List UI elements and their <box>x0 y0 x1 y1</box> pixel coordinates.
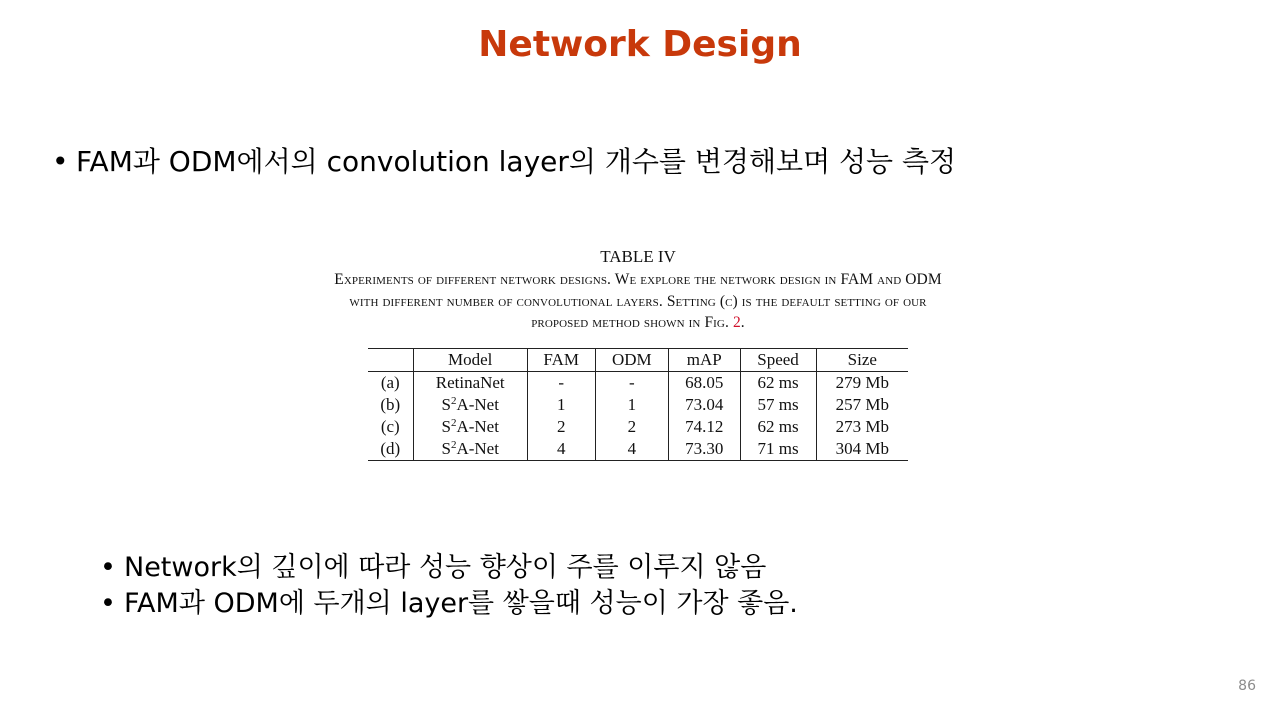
cell-size: 273 Mb <box>816 416 908 438</box>
cell-model-name: S <box>441 394 451 414</box>
table-figure <box>330 246 946 461</box>
cell-setting: (c) <box>380 416 400 436</box>
main-bullet-text: FAM과 ODM에서의 convolution layer의 개수를 변경해보며 성능 측정 <box>76 145 957 178</box>
table-row <box>368 438 908 461</box>
cell-odm: 2 <box>595 416 668 438</box>
cell-model <box>413 438 527 461</box>
results-table-wrap <box>368 348 908 461</box>
header-map: mAP <box>669 348 740 371</box>
header-setting <box>368 348 413 371</box>
cell-model <box>413 394 527 416</box>
header-speed: Speed <box>740 348 816 371</box>
cell-speed: 62 ms <box>740 371 816 394</box>
table-header-row <box>368 348 908 371</box>
header-odm: ODM <box>595 348 668 371</box>
cell-odm: 1 <box>595 394 668 416</box>
bullet-dot: • <box>100 588 116 619</box>
cell-setting: (b) <box>380 394 401 414</box>
cell-odm: - <box>595 371 668 394</box>
cell-fam: - <box>527 371 595 394</box>
table-label: TABLE IV <box>600 247 676 266</box>
cell-size: 304 Mb <box>816 438 908 461</box>
cell-map: 68.05 <box>669 371 740 394</box>
cell-setting: (d) <box>380 438 401 458</box>
bullet-dot: • <box>100 552 116 583</box>
cell-model-superscript: 2 <box>450 394 457 407</box>
header-fam: FAM <box>527 348 595 371</box>
sub-bullet-text: FAM과 ODM에 두개의 layer를 쌓을때 성능이 가장 좋음. <box>124 588 798 619</box>
cell-map: 73.04 <box>669 394 740 416</box>
cell-model <box>413 416 527 438</box>
cell-model-superscript: 2 <box>450 416 457 429</box>
cell-model-superscript: 2 <box>450 438 457 451</box>
sub-bullet-item <box>100 586 798 622</box>
cell-odm: 4 <box>595 438 668 461</box>
cell-size: 279 Mb <box>816 371 908 394</box>
table-row <box>368 416 908 438</box>
cell-model <box>413 371 527 394</box>
bullet-dot: • <box>52 145 69 178</box>
cell-speed: 57 ms <box>740 394 816 416</box>
results-table <box>368 348 908 461</box>
cell-model-name: S <box>441 438 451 458</box>
cell-speed: 62 ms <box>740 416 816 438</box>
cell-setting: (a) <box>380 372 400 392</box>
cell-fam: 1 <box>527 394 595 416</box>
sub-bullet-text: Network의 깊이에 따라 성능 향상이 주를 이루지 않음 <box>124 552 767 583</box>
cell-map: 73.30 <box>669 438 740 461</box>
table-caption <box>330 269 946 334</box>
cell-model-name: RetinaNet <box>435 372 505 392</box>
cell-speed: 71 ms <box>740 438 816 461</box>
cell-fam: 2 <box>527 416 595 438</box>
cell-model-suffix: A-Net <box>456 416 499 436</box>
cell-model-name: S <box>441 416 451 436</box>
figure-reference-link[interactable]: 2 <box>732 314 741 331</box>
cell-map: 74.12 <box>669 416 740 438</box>
main-bullet <box>52 143 956 181</box>
header-size: Size <box>816 348 908 371</box>
sub-bullet-list <box>100 550 798 622</box>
cell-model-suffix: A-Net <box>456 438 499 458</box>
table-row <box>368 371 908 394</box>
cell-size: 257 Mb <box>816 394 908 416</box>
page-number: 86 <box>1238 678 1256 694</box>
table-caption-end: . <box>740 314 745 331</box>
table-caption-text: Experiments of different network designs. We explore the network design in FAM and ODM with different number of convolutional layers. Setting (c) is the default setting of our proposed method shown in Fig. <box>334 271 942 331</box>
slide-title: Network Design <box>478 24 802 65</box>
header-model: Model <box>413 348 527 371</box>
cell-model-suffix: A-Net <box>456 394 499 414</box>
table-row <box>368 394 908 416</box>
cell-fam: 4 <box>527 438 595 461</box>
sub-bullet-item <box>100 550 798 586</box>
